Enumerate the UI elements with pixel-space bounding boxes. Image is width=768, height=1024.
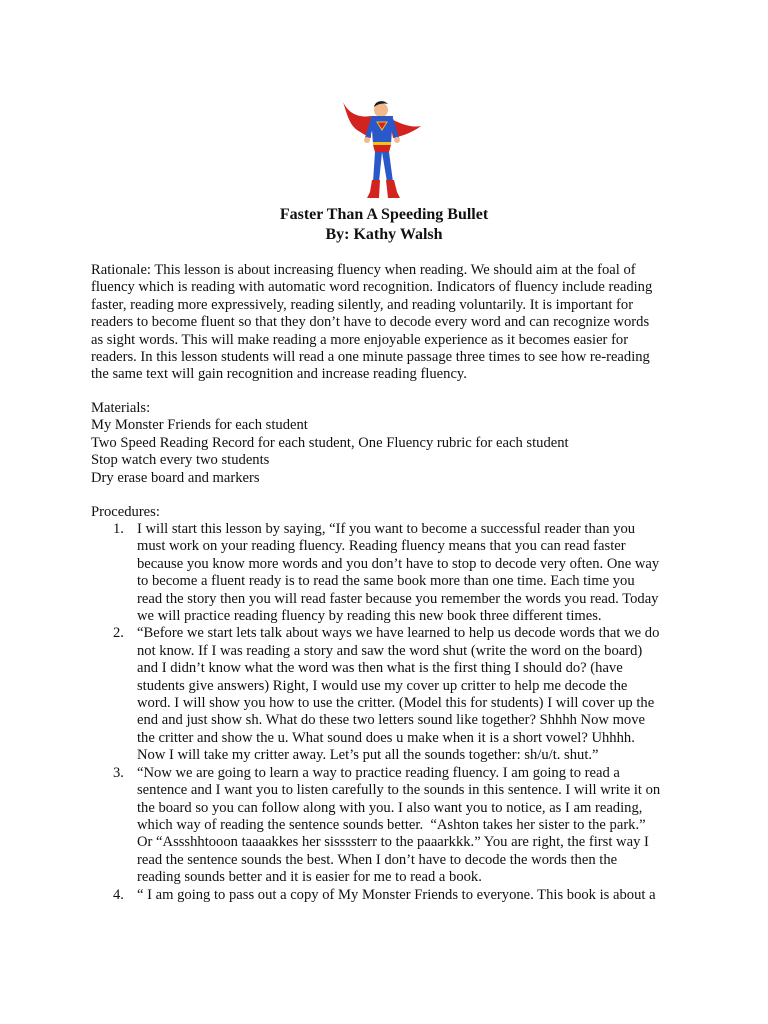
text-line: reading sounds better and it is easier for me to read a book. (137, 869, 482, 886)
text-line: the board so you can follow along with you. I also want you to notice, as I am reading, (137, 799, 643, 816)
procedure-step-2 (91, 625, 691, 764)
rationale-paragraph (91, 262, 691, 384)
step-number: 1. (113, 521, 124, 537)
materials-item: Stop watch every two students (91, 452, 270, 469)
materials-item: My Monster Friends for each student (91, 417, 308, 434)
text-line: Rationale: This lesson is about increasing fluency when reading. We should aim at the foal of (91, 262, 636, 278)
page-title: Faster Than A Speeding Bullet (279, 206, 489, 223)
text-line: “Before we start lets talk about ways we have learned to help us decode words that we do (137, 625, 660, 642)
text-line: readers. In this lesson students will read a one minute passage three times to see how re-reading (91, 349, 650, 366)
procedure-step-4 (91, 887, 691, 904)
text-line: as sight words. This will make reading a more enjoyable experience as it becomes easier for (91, 331, 629, 348)
text-line: sentence and I want you to listen carefully to the sounds in this sentence. I will write it on (137, 782, 661, 799)
procedures-heading (91, 504, 691, 521)
materials-item: Dry erase board and markers (91, 469, 260, 486)
text-line: and I didn’t know what the word was then what is the first thing I should do? (have (137, 660, 623, 677)
text-line: the same text will gain recognition and increase reading fluency. (91, 366, 467, 383)
text-line: readers to become fluent so that they don’t have to decode every word and can recognize words (91, 314, 650, 331)
step-number: 4. (113, 886, 124, 903)
author-line: By: Kathy Walsh (325, 226, 443, 243)
materials-section (91, 400, 691, 487)
procedures-list (91, 521, 691, 904)
text-line: read the story then you will read faster because you remember the words you read. Today (137, 590, 659, 607)
text-line: not know. If I was reading a story and saw the word shut (write the word on the board) (137, 642, 643, 659)
procedure-step-3 (91, 765, 691, 887)
step-number: 2. (113, 625, 124, 642)
text-line: “ I am going to pass out a copy of My Monster Friends to everyone. This book is about a (137, 886, 656, 903)
text-line: end and just show sh. What do these two letters sound like together? Shhhh Now move (137, 712, 646, 729)
text-line: read the sentence sounds the best. When I don’t have to decode the words then the (137, 851, 618, 868)
text-line: students give answers) Right, I would use my cover up critter to help me decode the (137, 677, 628, 694)
text-line: fluency which is reading with automatic word recognition. Indicators of fluency include reading (91, 279, 653, 296)
text-line: to become a fluent ready is to read the same book more than one time. Each time you (137, 573, 635, 590)
text-line: because you know more words and you don’t have to stop to decode very often. One way (137, 555, 660, 572)
text-line: faster, reading more expressively, reading silently, and reading voluntarily. It is important for (91, 296, 634, 313)
materials-item: Two Speed Reading Record for each student, One Fluency rubric for each student (91, 434, 569, 451)
text-line: word. I will show you how to use the critter. (Model this for students) I will cover up the (137, 695, 655, 712)
superhero-icon (337, 94, 429, 202)
step-number: 3. (113, 764, 124, 781)
text-line: we will practice reading fluency by reading this new book three different times. (137, 608, 602, 625)
procedures-heading-text: Procedures: (91, 504, 160, 520)
text-line: “Now we are going to learn a way to practice reading fluency. I am going to read a (137, 764, 620, 781)
text-line: Now I will take my critter away. Let’s put all the sounds together: sh/u/t. shut.” (137, 747, 599, 764)
text-line: must work on your reading fluency. Reading fluency means that you can read faster (137, 538, 626, 555)
text-line: which way of reading the sentence sounds better. “Ashton takes her sister to the park.” (137, 816, 646, 833)
text-line: Or “Assshhtooon taaaakkes her sissssterr to the paaarkkk.” You are right, the first way I (137, 834, 649, 851)
text-line: I will start this lesson by saying, “If you want to become a successful reader than you (137, 521, 636, 537)
materials-heading: Materials: (91, 400, 151, 416)
procedure-step-1 (91, 521, 691, 625)
text-line: the critter and show the u. What sound does u make when it is a short vowel? Uhhhh. (137, 729, 635, 746)
